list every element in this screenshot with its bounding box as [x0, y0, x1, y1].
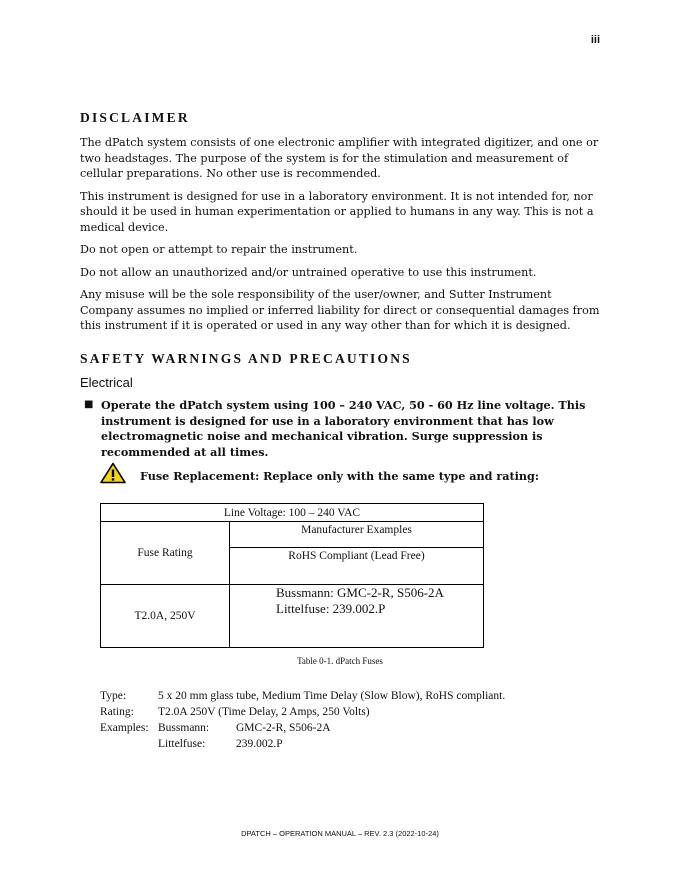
page-footer: DPATCH – OPERATION MANUAL – REV. 2.3 (2022-10-24) [241, 829, 439, 838]
safety-bullet [80, 398, 600, 460]
page-number: iii [590, 34, 600, 46]
disclaimer-heading: DISCLAIMER [80, 110, 190, 125]
fuse-specifications [100, 690, 505, 754]
safety-heading: SAFETY WARNINGS AND PRECAUTIONS [80, 351, 412, 366]
table-caption: Table 0-1. dPatch Fuses [297, 656, 383, 666]
spec-rating-value: T2.0A 250V (Time Delay, 2 Amps, 250 Volts) [158, 706, 370, 718]
spec-example-name: Littelfuse: [158, 738, 206, 750]
disclaimer-paragraph: Any misuse will be the sole responsibility of the user/owner, and Sutter Instrument Company assumes no implied or inferred liability for direct or consequential damages from this instrument if it is operated or used in any way other than for which it is designed. [80, 288, 600, 332]
disclaimer-paragraph: This instrument is designed for use in a laboratory environment. It is not intended for, nor should it be used in human experimentation or applied to humans in any way. This is not a medical device. [80, 189, 594, 234]
rohs-header: RoHS Compliant (Lead Free) [230, 548, 484, 585]
manufacturer-examples [230, 585, 484, 648]
electrical-subheading: Electrical [80, 375, 133, 390]
manufacturer-header: Manufacturer Examples [230, 522, 484, 548]
warning-icon [100, 462, 126, 484]
fuse-replacement-label: Fuse Replacement: Replace only with the same type and rating: [140, 469, 539, 483]
example-littelfuse: Littelfuse: 239.002.P [276, 601, 386, 616]
safety-section [80, 351, 600, 390]
fuse-rating-value: T2.0A, 250V [101, 585, 230, 648]
spec-example-name: Bussmann: [158, 722, 210, 734]
fuse-rating-header: Fuse Rating [101, 522, 230, 585]
bullet-square-icon: ■ [84, 399, 94, 410]
spec-rating-label: Rating: [100, 706, 134, 718]
example-bussmann: Bussmann: GMC-2-R, S506-2A [276, 585, 444, 600]
disclaimer-section [80, 110, 600, 341]
table-header: Line Voltage: 100 – 240 VAC [101, 504, 484, 522]
spec-type-label: Type: [100, 690, 127, 702]
disclaimer-paragraph: The dPatch system consists of one electronic amplifier with integrated digitizer, and one or two headstages. The purpose of the system is for the stimulation and measurement of cellular preparations. No other use is recommended. [80, 136, 599, 180]
disclaimer-paragraph: Do not allow an unauthorized and/or untrained operative to use this instrument. [80, 265, 537, 279]
spec-example-value: 239.002.P [236, 738, 283, 750]
spec-examples-label: Examples: [100, 722, 149, 734]
bullet-text: Operate the dPatch system using 100 – 240 VAC, 50 - 60 Hz line voltage. This instrument is designed for use in a laboratory environment that has low electromagnetic noise and mechanical vibration. Surge suppression is recommended at all times. [101, 398, 586, 459]
fuse-table [100, 503, 484, 648]
disclaimer-paragraph: Do not open or attempt to repair the instrument. [80, 243, 358, 256]
spec-example-value: GMC-2-R, S506-2A [236, 722, 331, 734]
spec-type-value: 5 x 20 mm glass tube, Medium Time Delay (Slow Blow), RoHS compliant. [158, 690, 506, 702]
